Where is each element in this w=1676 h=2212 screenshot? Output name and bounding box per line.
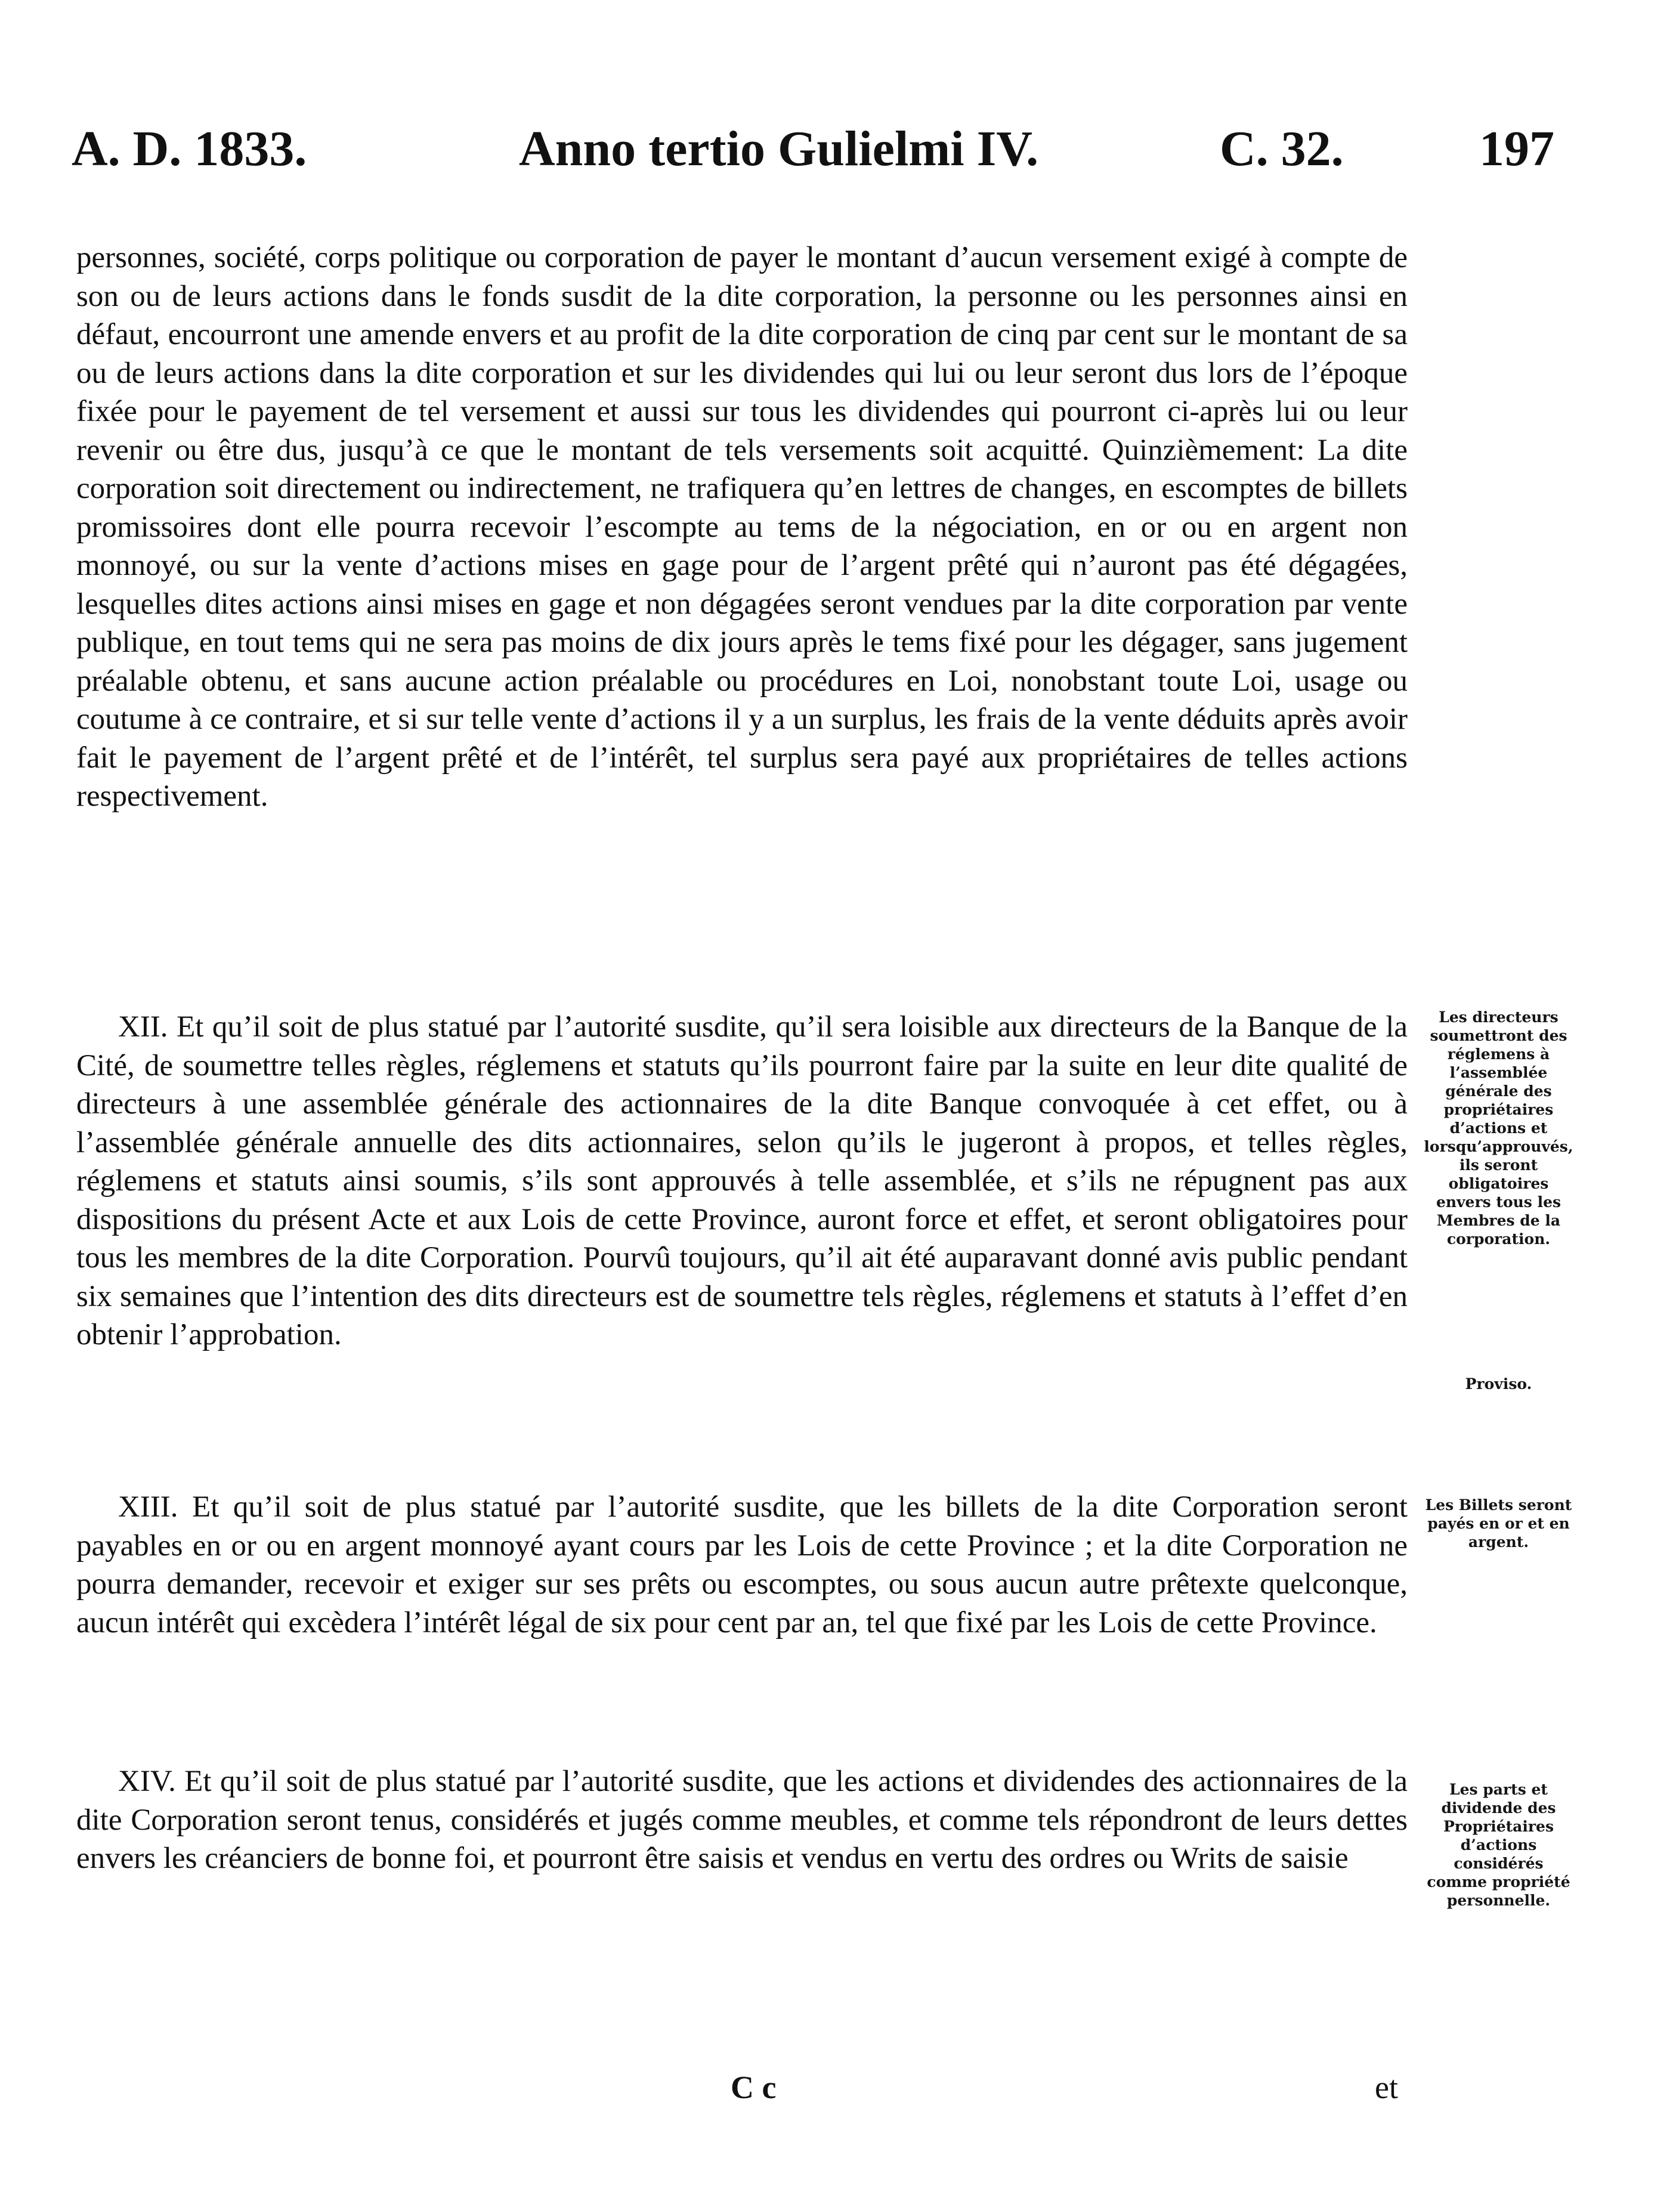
section-xiii bbox=[76, 1488, 1408, 1642]
marginal-note-xii: Les directeurs soumettront des réglemens à l’assemblée générale des propriétaires d’actions et lorsqu’approuvés, ils seront obligatoires envers tous les Membres de la corporation. bbox=[1424, 1008, 1573, 1248]
header-year: A. D. 1833. bbox=[72, 121, 307, 177]
section-number: XIII. bbox=[118, 1490, 178, 1524]
section-text: Et qu’il soit de plus statué par l’autorité susdite, que les billets de la dite Corporation seront payables en or ou en argent monnoyé ayant cours par les Lois de cette Province ; et la dite Corporation ne pourra demander, recevoir et exiger sur ses prêts ou escomptes, ou sous aucun autre prêtexte quelconque, aucun intérêt qui excèdera l’intérêt légal de six pour cent par an, tel que fixé par les Lois de cette Province. bbox=[76, 1490, 1408, 1639]
section-number: XII. bbox=[118, 1010, 168, 1044]
signature-mark: C c bbox=[731, 2069, 777, 2105]
marginal-note-xiv: Les parts et dividende des Propriétaires d’actions considérés comme propriété personnelle. bbox=[1427, 1781, 1570, 1909]
header-title: Anno tertio Gulielmi IV. bbox=[519, 121, 1039, 177]
section-text: Et qu’il soit de plus statué par l’autorité susdite, que les actions et dividendes des actionnaires de la dite Corporation seront tenus, considérés et jugés comme meubles, et comme tels répondront de leurs dettes envers les créanciers de bonne foi, et pourront être saisis et vendus en vertu des ordres ou Writs de saisie bbox=[76, 1765, 1408, 1875]
section-xii bbox=[76, 1008, 1408, 1354]
running-header bbox=[72, 116, 1575, 182]
section-xiv bbox=[76, 1762, 1408, 1878]
marginal-note-proviso: Proviso. bbox=[1465, 1375, 1532, 1393]
continuation-paragraph bbox=[76, 239, 1408, 816]
page-number: 197 bbox=[1479, 121, 1554, 177]
section-text: Et qu’il soit de plus statué par l’autorité susdite, qu’il sera loisible aux directeurs de la Banque de la Cité, de soumettre telles règles, réglemens et statuts qu’ils pourront faire par la suite en leur dite qualité de directeurs à une assemblée générale des actionnaires de la dite Banque convoquée à cet effet, ou à l’assemblée générale annuelle des dits actionnaires, selon qu’ils le jugeront à propos, et telles règles, réglemens et statuts ainsi soumis, s’ils sont approuvés à telle assemblée, et s’ils ne répugnent pas aux dispositions du présent Acte et aux Lois de cette Province, auront force et effet, et seront obligatoires pour tous les membres de la dite Corporation. Pourvû toujours, qu’il ait été auparavant donné avis public pendant six semaines que l’intention des dits directeurs est de soumettre tels règles, réglemens et statuts à l’effet d’en obtenir l’approbation. bbox=[76, 1010, 1408, 1351]
section-number: XIV. bbox=[118, 1765, 176, 1798]
header-chapter: C. 32. bbox=[1220, 121, 1344, 177]
continuation-text: personnes, société, corps politique ou corporation de payer le montant d’aucun versement exigé à compte de son ou de leurs actions dans le fonds susdit de la dite corporation, la personne ou les personnes ainsi en défaut, encourront une amende envers et au profit de la dite corporation de cinq par cent sur le montant de sa ou de leurs actions dans la dite corporation et sur les dividendes qui lui ou leur seront dus lors de l’époque fixée pour le payement de tel versement et aussi sur tous les dividendes qui pourront ci-après lui ou leur revenir ou être dus, jusqu’à ce que le montant de tels versements soit acquitté. Quinzièmement: La dite corporation soit directement ou indirectement, ne trafiquera qu’en lettres de changes, en escomptes de billets promissoires dont elle pourra recevoir l’escompte au tems de la négociation, en or ou en argent non monnoyé, ou sur la vente d’actions mises en gage pour de l’argent prêté qui n’auront pas été dégagées, lesquelles dites actions ainsi mises en gage et non dégagées seront vendues par la dite corporation par vente publique, en tout tems qui ne sera pas moins de dix jours après le tems fixé pour les dégager, sans jugement préalable obtenu, et sans aucune action préalable ou procédures en Loi, nonobstant toute Loi, usage ou coutume à ce contraire, et si sur telle vente d’actions il y a un surplus, les frais de la vente déduits après avoir fait le payement de l’argent prêté et de l’intérêt, tel surplus sera payé aux propriétaires de telles actions respectivement. bbox=[76, 241, 1408, 813]
catchword: et bbox=[1375, 2069, 1398, 2105]
marginal-note-xiii: Les Billets seront payés en or et en argent. bbox=[1425, 1496, 1572, 1551]
